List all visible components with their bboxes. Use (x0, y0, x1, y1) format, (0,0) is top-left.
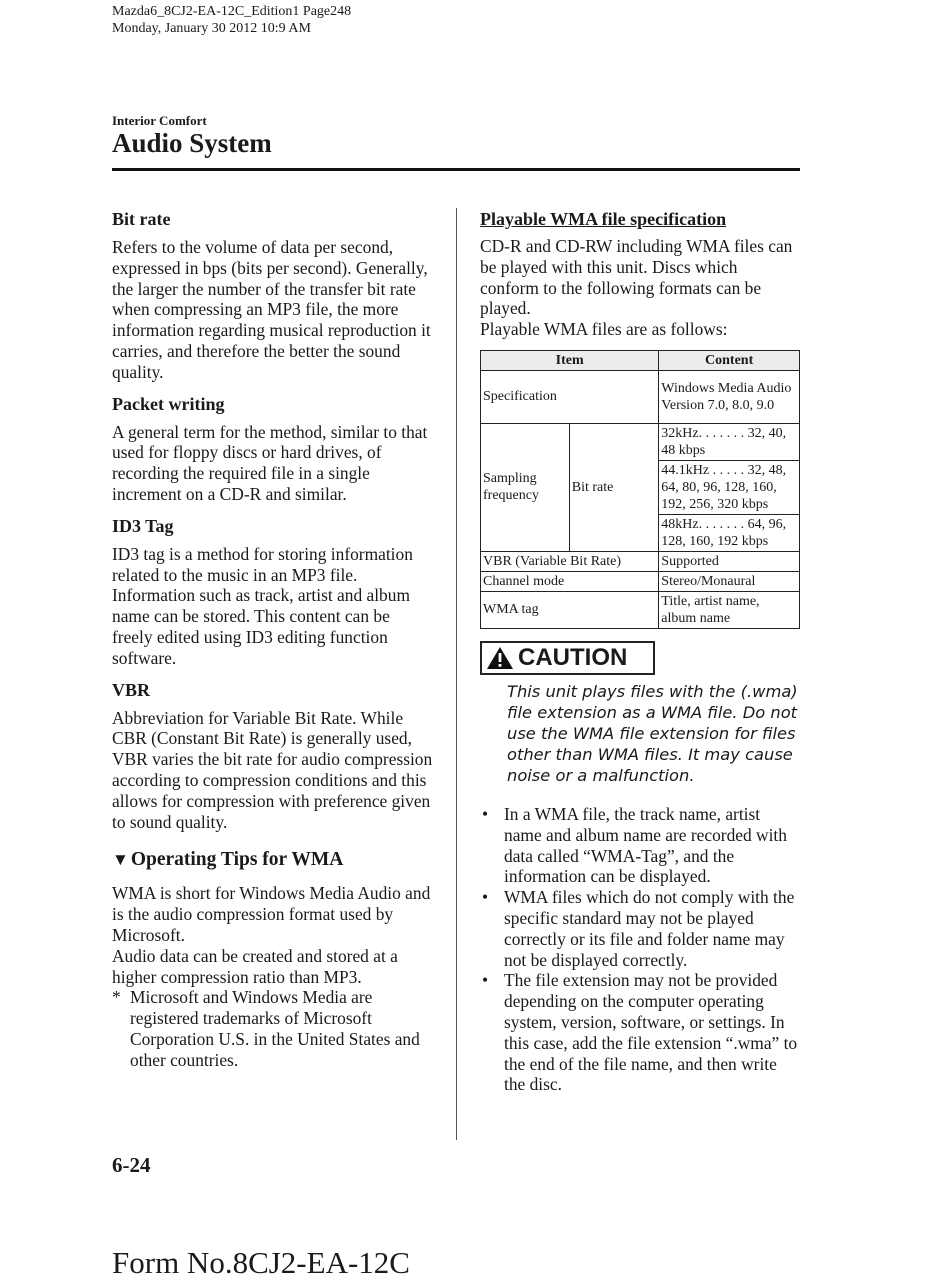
print-meta (112, 3, 351, 37)
caution-label: CAUTION (518, 643, 628, 671)
list-item (480, 804, 800, 887)
table-cell-bitrate-label: Bit rate (569, 423, 659, 551)
trademark-note-text: Microsoft and Windows Media are registered trademarks of Microsoft Corporation U.S. in the United States and other countries. (130, 987, 420, 1070)
list-item (480, 887, 800, 970)
page-number: 6-24 (112, 1153, 151, 1177)
table-row (481, 591, 800, 628)
wma-spec-heading: Playable WMA file specification (480, 209, 727, 229)
table-cell-vbr-label: VBR (Variable Bit Rate) (481, 551, 659, 571)
id3-tag-definition: ID3 tag is a method for storing information related to the music in an MP3 file. Information such as track, artist and album name can be stored. This content can be freely edited using ID3 editing function software. (112, 543, 413, 668)
right-column (480, 208, 800, 1095)
wma-compression-note: Audio data can be created and stored at a higher compression ratio than MP3. (112, 945, 398, 987)
wma-tips-heading-text: Operating Tips for WMA (130, 849, 344, 871)
term-vbr: VBR (112, 679, 151, 700)
column-divider (456, 208, 457, 1140)
table-cell-channel-value: Stereo/Monaural (659, 571, 800, 591)
table-cell-channel-label: Channel mode (481, 571, 659, 591)
list-item (480, 970, 800, 1095)
table-header-row (481, 350, 800, 370)
table-cell-tag-value: Title, artist name, album name (659, 591, 800, 628)
table-row (481, 551, 800, 571)
table-cell-spec-value: Windows Media Audio Version 7.0, 8.0, 9.0 (659, 370, 800, 423)
form-number: Form No.8CJ2-EA-12C (112, 1245, 410, 1280)
table-header-item: Item (481, 350, 659, 370)
packet-writing-definition: A general term for the method, similar to that used for floppy discs or hard drives, of recording the required file in a single increment on a CD-R and similar. (112, 421, 428, 504)
list-item-text: In a WMA file, the track name, artist name and album name are recorded with data called “WMA-Tag”, and the information can be displayed. (504, 803, 787, 887)
wma-spec-table (480, 350, 800, 629)
list-item-text: WMA files which do not comply with the specific standard may not be played correctly or its file and folder name may not be displayed correctly. (504, 887, 795, 970)
bullet-marker: • (482, 803, 489, 824)
title-rule (112, 168, 800, 171)
table-row (481, 423, 800, 460)
bullet-marker: • (482, 887, 489, 908)
table-cell-sampling-label: Sampling frequency (481, 423, 570, 551)
page-title: Audio System (112, 128, 272, 158)
trademark-note (112, 987, 434, 1070)
triangle-marker-icon: ▼ (112, 850, 129, 870)
warning-triangle-icon (486, 646, 514, 670)
table-header-content: Content (659, 350, 800, 370)
print-meta-date: Monday, January 30 2012 10:9 AM (112, 21, 311, 36)
list-item-text: The file extension may not be provided depending on the computer operating system, version, software, or settings. In this case, add the file extension “.wma” to the end of the file name, and then write the disc. (504, 970, 798, 1095)
section-label: Interior Comfort (112, 113, 207, 128)
wma-spec-intro: CD-R and CD-RW including WMA files can be played with this unit. Discs which conform to the following formats can be played. (480, 236, 793, 319)
wma-notes-list (480, 804, 800, 1095)
asterisk-marker: * (112, 987, 121, 1008)
table-cell-vbr-value: Supported (659, 551, 800, 571)
table-row (481, 370, 800, 423)
wma-tips-heading (112, 848, 434, 872)
table-cell-bitrate-48: 48kHz. . . . . . . 64, 96, 128, 160, 192 kbps (659, 514, 800, 551)
bit-rate-definition: Refers to the volume of data per second, expressed in bps (bits per second). Generally, the larger the number of the transfer bit rate when compressing an MP3 file, the more information regarding musical reproduction it carries, and therefore the better the sound quality. (112, 237, 431, 382)
table-cell-tag-label: WMA tag (481, 591, 659, 628)
table-cell-bitrate-44: 44.1kHz . . . . . 32, 48, 64, 80, 96, 128, 160, 192, 256, 320 kbps (659, 460, 800, 514)
table-cell-bitrate-32: 32kHz. . . . . . . 32, 40, 48 kbps (659, 423, 800, 460)
term-bit-rate: Bit rate (112, 209, 171, 229)
left-column (112, 208, 434, 1071)
wma-spec-intro-2: Playable WMA files are as follows: (480, 319, 728, 340)
print-meta-file: Mazda6_8CJ2-EA-12C_Edition1 Page248 (112, 4, 352, 19)
table-row (481, 571, 800, 591)
term-id3-tag: ID3 Tag (112, 515, 174, 536)
term-packet-writing: Packet writing (112, 393, 225, 414)
caution-label-box (480, 641, 655, 675)
caution-text: This unit plays files with the (.wma) file extension as a WMA file. Do not use the WMA file extension for files other than WMA files. It may cause noise or a malfunction. (507, 681, 798, 785)
table-cell-spec-label: Specification (481, 370, 659, 423)
wma-description: WMA is short for Windows Media Audio and is the audio compression format used by Microsoft. (112, 883, 431, 945)
bullet-marker: • (482, 970, 489, 991)
vbr-definition: Abbreviation for Variable Bit Rate. While CBR (Constant Bit Rate) is generally used, VBR varies the bit rate for audio compression according to compression conditions and this allows for compression with preference given to sound quality. (112, 707, 433, 832)
